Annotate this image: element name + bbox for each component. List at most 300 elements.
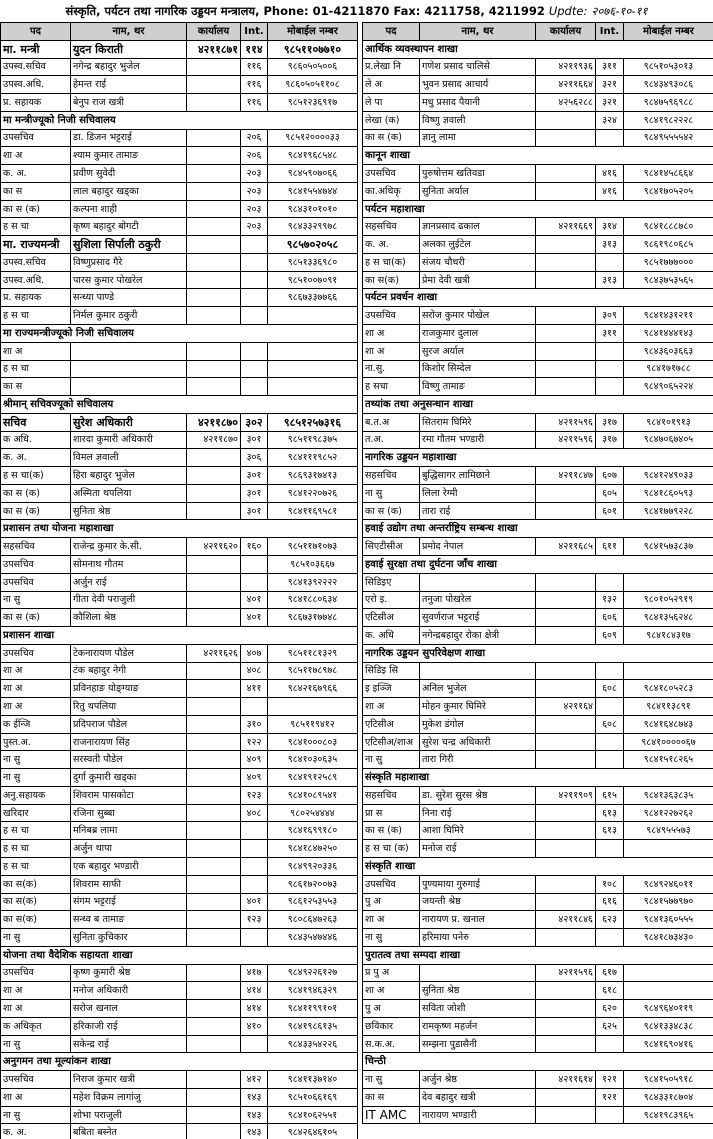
name-cell — [71, 342, 187, 360]
office-phone-cell — [187, 715, 241, 733]
extension-cell: २०३ — [241, 218, 268, 236]
post-cell: सहसचिव — [363, 218, 420, 236]
post-cell: शा अ — [363, 698, 420, 716]
office-phone-cell — [536, 982, 596, 1000]
name-cell: प्रवीण सुवेदी — [71, 165, 187, 183]
name-cell: सरोज कुमार पोखेल — [420, 307, 536, 325]
post-cell: एरो इ. — [363, 591, 420, 609]
update-label: Updte: — [548, 4, 588, 18]
section-title: योजना तथा वैदेशिक सहायता शाखा — [1, 946, 358, 964]
name-cell: गणेश प्रसाद चालिसे — [420, 58, 536, 76]
post-cell: का स(क) — [1, 875, 71, 893]
page-header — [0, 0, 713, 22]
directory-row — [1, 58, 358, 76]
mobile-cell: ९८४१३५६२४८ — [624, 609, 713, 627]
office-phone-cell — [187, 822, 241, 840]
name-cell: एक बहादुर भण्डारी — [71, 857, 187, 875]
extension-cell — [596, 1106, 624, 1124]
post-cell: प्रा स — [363, 804, 420, 822]
office-phone-cell — [187, 307, 241, 325]
name-cell: कृष्ण बहादुर बोगटी — [71, 218, 187, 236]
post-cell: उपसचिव — [363, 307, 420, 325]
section-title: प्रशासन शाखा — [1, 627, 358, 645]
extension-cell: ६०६ — [596, 609, 624, 627]
extension-cell — [596, 253, 624, 271]
extension-cell: १२३ — [241, 786, 268, 804]
post-cell: शा अ — [1, 982, 71, 1000]
extension-cell: १२३ — [241, 911, 268, 929]
mobile-cell: ९८४३७५३५६५ — [624, 271, 713, 289]
name-cell: ज्ञानप्रसाद ढकाल — [420, 218, 536, 236]
office-phone-cell: ४२११६४ — [536, 698, 596, 716]
mobile-cell: ९८४३६०३६६३ — [624, 342, 713, 360]
office-phone-cell — [187, 182, 241, 200]
section-title: पर्यटन प्रवर्धन शाखा — [363, 289, 713, 307]
directory-row — [363, 733, 713, 751]
section-title: हवाई उद्योग तथा अन्तर्राष्ट्रिय सम्बन्ध शाखा — [363, 520, 713, 538]
directory-row — [1, 76, 358, 94]
post-cell: ह स चा — [1, 822, 71, 840]
directory-row — [1, 502, 358, 520]
mobile-cell: ९८४१५१८२६५ — [624, 751, 713, 769]
directory-row — [1, 857, 358, 875]
extension-cell: ३०२ — [241, 413, 268, 431]
post-cell: ह सचा — [363, 378, 420, 396]
office-phone-cell — [187, 591, 241, 609]
mobile-cell — [268, 342, 358, 360]
mobile-cell: ९८४१९६८५४८ — [268, 147, 358, 165]
office-phone-cell — [536, 822, 596, 840]
col-name-header: नाम, थर — [71, 23, 187, 41]
office-phone-cell: ४२११५९६ — [536, 431, 596, 449]
mobile-cell: ९८४१८४३१७ — [624, 627, 713, 645]
name-cell — [420, 662, 536, 680]
name-cell: प्रेमा देवी खत्री — [420, 271, 536, 289]
post-cell: शा अ — [363, 342, 420, 360]
mobile-cell: ९८४१११९८५२ — [268, 449, 358, 467]
extension-cell: ११४ — [241, 40, 268, 58]
name-cell: सन्ध्व ब तामाङ — [71, 911, 187, 929]
office-phone-cell — [187, 94, 241, 112]
office-phone-cell — [187, 573, 241, 591]
office-phone-cell — [187, 253, 241, 271]
office-phone-cell — [536, 609, 596, 627]
mobile-cell — [624, 982, 713, 1000]
extension-cell: १६० — [241, 538, 268, 556]
office-phone-cell — [536, 342, 596, 360]
extension-cell — [596, 733, 624, 751]
post-cell: स.क.अ. — [363, 1035, 420, 1053]
name-cell: श्याम कुमार तामाङ — [71, 147, 187, 165]
mobile-cell: ९८६१७२००७३ — [268, 875, 358, 893]
extension-cell: ३१७ — [596, 413, 624, 431]
mobile-cell: ९८०८६४७२६३ — [268, 911, 358, 929]
post-cell: का स — [1, 378, 71, 396]
extension-cell: ४१० — [241, 1017, 268, 1035]
mobile-cell: ९८४१३९२२२२ — [268, 573, 358, 591]
post-cell: ह स चा — [1, 307, 71, 325]
office-phone-cell — [187, 1035, 241, 1053]
directory-row — [1, 484, 358, 502]
post-cell: ना सु — [1, 1106, 71, 1124]
mobile-cell: ९८५१७७७००० — [624, 253, 713, 271]
mobile-cell: ९८४१५७३८३७ — [624, 538, 713, 556]
section-title: प्रशासन तथा योजना महाशाखा — [1, 520, 358, 538]
mobile-cell: ९८४१०८९५४१ — [268, 786, 358, 804]
mobile-cell: ९८४१८८८७८० — [624, 218, 713, 236]
directory-row — [363, 964, 713, 982]
post-cell: का स — [1, 182, 71, 200]
office-phone-cell — [187, 1106, 241, 1124]
post-cell: क. अधि — [363, 627, 420, 645]
directory-row — [363, 271, 713, 289]
mobile-cell: ९८५१२३६९१७ — [268, 94, 358, 112]
name-cell: सुरज अर्याल — [420, 342, 536, 360]
section-header-row — [1, 111, 358, 129]
extension-cell: ६१७ — [596, 964, 624, 982]
post-cell: मा. राज्यमन्त्री — [1, 236, 71, 254]
mobile-cell: ९८४१९४६३२९ — [268, 982, 358, 1000]
mobile-cell: ९८५१०६६१६९ — [268, 1088, 358, 1106]
extension-cell: ४०९ — [241, 769, 268, 787]
directory-row — [1, 413, 358, 431]
mobile-cell: ९८४१०३०६३५ — [268, 751, 358, 769]
name-cell: अर्जुन श्रेष्ठ — [420, 1071, 536, 1089]
directory-row — [1, 715, 358, 733]
directory-row — [363, 467, 713, 485]
office-phone-cell — [187, 982, 241, 1000]
mobile-cell: ९८४११३७१४० — [268, 1071, 358, 1089]
office-phone-cell — [187, 609, 241, 627]
mobile-cell: ९८६१९८०६८५ — [624, 236, 713, 254]
office-phone-cell — [536, 253, 596, 271]
office-phone-cell: ४२११८४७ — [536, 467, 596, 485]
directory-row — [363, 307, 713, 325]
post-cell: शा अ — [1, 680, 71, 698]
post-cell: ना सु — [1, 1035, 71, 1053]
office-phone-cell — [187, 857, 241, 875]
extension-cell: १०८ — [596, 875, 624, 893]
extension-cell: ३२४ — [596, 111, 624, 129]
directory-row — [1, 875, 358, 893]
name-cell: सुनिता श्रेष्ठ — [71, 502, 187, 520]
mobile-cell: ९८५१२००००३३ — [268, 129, 358, 147]
office-phone-cell — [536, 751, 596, 769]
name-cell: सरोज खनाल — [71, 1000, 187, 1018]
name-cell: हिरा बहादुर भुजेल — [71, 467, 187, 485]
left-directory-table — [0, 22, 358, 1139]
post-cell: उपस्व.अधि. — [1, 271, 71, 289]
office-phone-cell — [187, 1124, 241, 1139]
name-cell: निर्मल कुमार ठकुरी — [71, 307, 187, 325]
mobile-cell: ९८४१७७९२२८ — [624, 502, 713, 520]
post-cell: का.अधिकृ — [363, 182, 420, 200]
directory-row — [363, 325, 713, 343]
directory-row — [1, 253, 358, 271]
section-header-row — [363, 1053, 713, 1071]
mobile-cell: ९८४१६९९१८० — [268, 822, 358, 840]
name-cell: सकेन्द्र राई — [71, 1035, 187, 1053]
post-cell: क ईन्जि — [1, 715, 71, 733]
extension-cell: २०३ — [241, 200, 268, 218]
post-cell: सिएटीसीअ — [363, 538, 420, 556]
office-phone-cell — [187, 502, 241, 520]
name-cell: नारायण भण्डारी — [420, 1106, 536, 1124]
name-cell: सविता जोशी — [420, 1000, 536, 1018]
extension-cell — [596, 129, 624, 147]
directory-row — [363, 804, 713, 822]
mobile-cell: ९८४९२४६०११ — [624, 875, 713, 893]
post-cell: लेखा (क) — [363, 111, 420, 129]
directory-row — [363, 342, 713, 360]
office-phone-cell: ४२११५९६ — [536, 413, 596, 431]
name-cell: अस्मिता थपलिया — [71, 484, 187, 502]
office-phone-cell — [536, 715, 596, 733]
phone-label: Phone: — [263, 4, 309, 18]
post-cell: का स (क) — [363, 502, 420, 520]
directory-row — [1, 698, 358, 716]
col-ext-header: Int. — [241, 23, 268, 41]
name-cell: प्रविनहाङ योङ्ग्याङ — [71, 680, 187, 698]
extension-cell — [596, 662, 624, 680]
extension-cell — [596, 1035, 624, 1053]
mobile-cell: ९८४१४३१२११ — [624, 307, 713, 325]
post-cell: शा अ — [1, 342, 71, 360]
post-cell: शा अ — [1, 147, 71, 165]
mobile-cell: ९८४१९८३९६५ — [624, 1106, 713, 1124]
mobile-cell: ९८४९५५५७३ — [624, 822, 713, 840]
mobile-cell: ९८४१५०५९१८ — [624, 1071, 713, 1089]
section-title: पुरातत्व तथा सम्पदा शाखा — [363, 946, 713, 964]
office-phone-cell — [187, 360, 241, 378]
extension-cell — [241, 698, 268, 716]
post-cell: शा अ — [1, 698, 71, 716]
extension-cell — [241, 875, 268, 893]
mobile-cell: ९८५११७८९७८ — [268, 662, 358, 680]
extension-cell: ६०८ — [596, 715, 624, 733]
col-ext-header: Int. — [596, 23, 624, 41]
directory-row — [1, 964, 358, 982]
mobile-cell: ९८४१९८२२२८ — [624, 111, 713, 129]
section-header-row — [363, 520, 713, 538]
section-header-row — [1, 520, 358, 538]
name-cell: ज्ञानु लामा — [420, 129, 536, 147]
extension-cell: ४०९ — [241, 751, 268, 769]
name-cell: हेमन्त राई — [71, 76, 187, 94]
directory-row — [363, 929, 713, 947]
extension-cell — [596, 378, 624, 396]
post-cell: एटिसीअ — [363, 609, 420, 627]
extension-cell: २०६ — [241, 129, 268, 147]
post-cell: उपस्व.सचिव — [1, 58, 71, 76]
post-cell: सचिव — [1, 413, 71, 431]
col-mobile-header: मोबाईल नम्बर — [268, 23, 358, 41]
post-cell: का स (क) — [363, 822, 420, 840]
col-mobile-header: मोबाईल नम्बर — [624, 23, 713, 41]
mobile-cell: ९८४७५९६९८८ — [624, 94, 713, 112]
extension-cell: ४१७ — [241, 964, 268, 982]
post-cell: छविकार — [363, 1017, 420, 1035]
name-cell: पारस कुमार पोखरेल — [71, 271, 187, 289]
office-phone-cell — [187, 804, 241, 822]
office-phone-cell — [187, 165, 241, 183]
name-cell: मनिबब्र लामा — [71, 822, 187, 840]
mobile-cell — [268, 698, 358, 716]
mobile-cell: ९८४१०१९१३ — [624, 413, 713, 431]
name-cell: सुरेश चन्द्र अधिकारी — [420, 733, 536, 751]
name-cell: रमा गौतम भण्डारी — [420, 431, 536, 449]
name-cell: अर्जुन थापा — [71, 840, 187, 858]
post-cell: खरिदार — [1, 804, 71, 822]
directory-row — [1, 982, 358, 1000]
post-cell: क. अ. — [363, 236, 420, 254]
name-cell: विमल ज्ञवाली — [71, 449, 187, 467]
directory-row — [363, 609, 713, 627]
mobile-cell: ९८४१८८०६३४ — [268, 591, 358, 609]
section-title: तथ्यांक तथा अनुसन्धान शाखा — [363, 396, 713, 414]
directory-row — [363, 875, 713, 893]
name-cell: पुण्यमाया गुरुगाई — [420, 875, 536, 893]
mobile-cell: ९८४७०६७४०५ — [624, 431, 713, 449]
extension-cell — [596, 342, 624, 360]
name-cell: सम्झना पुडासैनी — [420, 1035, 536, 1053]
name-cell: बबिता बस्नेत — [71, 1124, 187, 1139]
col-office-header: कार्यालय — [187, 23, 241, 41]
post-cell: शा अ — [1, 1000, 71, 1018]
post-cell: सहसचिव — [363, 467, 420, 485]
mobile-cell: ९८४३४९३०८६ — [624, 76, 713, 94]
directory-row — [363, 236, 713, 254]
directory-row — [1, 40, 358, 58]
office-phone-cell — [536, 591, 596, 609]
directory-row — [363, 1106, 713, 1124]
office-phone-cell: ४२११६६४ — [536, 76, 596, 94]
name-cell: अलका लुईटेल — [420, 236, 536, 254]
office-phone-cell — [536, 662, 596, 680]
name-cell: पुरुषोत्तम खतिवडा — [420, 165, 536, 183]
office-phone-cell — [187, 218, 241, 236]
name-cell: लाल बहादुर खड्का — [71, 182, 187, 200]
mobile-cell: ९८४३३२९९७८ — [268, 218, 358, 236]
extension-cell: ३११ — [596, 58, 624, 76]
extension-cell: ३२१ — [596, 76, 624, 94]
post-cell: प्र. सहायक — [1, 289, 71, 307]
extension-cell — [241, 289, 268, 307]
name-cell: विष्णुप्रसाद गैरे — [71, 253, 187, 271]
extension-cell: ३१४ — [596, 218, 624, 236]
post-cell: सिडिइए — [363, 573, 420, 591]
directory-row — [363, 573, 713, 591]
extension-cell: ६०१ — [596, 502, 624, 520]
name-cell: राजनारायण सिंह — [71, 733, 187, 751]
office-phone-cell — [187, 698, 241, 716]
office-phone-cell — [187, 76, 241, 94]
post-cell: प्र पु अ — [363, 964, 420, 982]
post-cell: का स (क) — [1, 502, 71, 520]
name-cell: सितराम घिमिरे — [420, 413, 536, 431]
office-phone-cell — [536, 502, 596, 520]
office-phone-cell — [187, 1071, 241, 1089]
fax-number: 4211758, 4211992 — [424, 4, 545, 18]
mobile-cell: ९८४३३५४२२६ — [268, 1035, 358, 1053]
office-phone-cell — [187, 378, 241, 396]
section-title: आर्थिक व्यवस्थापन शाखा — [363, 40, 713, 58]
extension-cell: १४३ — [241, 1124, 268, 1139]
directory-row — [1, 911, 358, 929]
post-cell: उपसचिव — [363, 165, 420, 183]
office-phone-cell — [187, 875, 241, 893]
name-cell: सुरेश अधिकारी — [71, 413, 187, 431]
mobile-cell: ९८४९२२६१२७ — [268, 964, 358, 982]
directory-row — [1, 360, 358, 378]
directory-row — [363, 538, 713, 556]
post-cell: ना सु — [363, 1071, 420, 1089]
mobile-cell: ९८०१०५२९१९ — [624, 591, 713, 609]
mobile-cell: ९८४२६४६१०५ — [268, 1124, 358, 1139]
extension-cell: ४११ — [241, 680, 268, 698]
extension-cell: १३२ — [596, 591, 624, 609]
office-phone-cell — [187, 289, 241, 307]
post-cell: ह स चा — [1, 840, 71, 858]
name-cell: सन्ध्या पाण्डे — [71, 289, 187, 307]
post-cell: शा अ — [363, 325, 420, 343]
section-header-row — [363, 449, 713, 467]
name-cell: सुनिता कुचिकार — [71, 929, 187, 947]
directory-row — [1, 94, 358, 112]
mobile-cell: ९८५११०७७१० — [268, 40, 358, 58]
extension-cell — [596, 751, 624, 769]
post-cell: का स (क) — [1, 200, 71, 218]
mobile-cell: ९८४१३६३८३५ — [624, 786, 713, 804]
post-cell: का स(क) — [1, 893, 71, 911]
name-cell: संगम भट्टराई — [71, 893, 187, 911]
post-cell: पुस्त.अ. — [1, 733, 71, 751]
section-title: अनुगमन तथा मूल्यांकन शाखा — [1, 1053, 358, 1071]
section-header-row — [1, 1053, 358, 1071]
mobile-cell: ९८४९६४०११९ — [624, 1000, 713, 1018]
directory-row — [363, 94, 713, 112]
name-cell: गीता देवी पराजुली — [71, 591, 187, 609]
post-cell: मा. मन्त्री — [1, 40, 71, 58]
directory-row — [1, 449, 358, 467]
mobile-cell: ९८४११९९१०१ — [268, 1000, 358, 1018]
directory-row — [1, 680, 358, 698]
directory-row — [1, 804, 358, 822]
extension-cell — [241, 378, 268, 396]
mobile-cell: ९८४१०००००६७ — [624, 733, 713, 751]
mobile-cell: ९८४१८०५२८३ — [624, 680, 713, 698]
name-cell: जयन्ती श्रेष्ठ — [420, 893, 536, 911]
directory-row — [1, 644, 358, 662]
mobile-cell: ९८४१०६२५५१ — [268, 1106, 358, 1124]
directory-row — [1, 236, 358, 254]
extension-cell: ११६ — [241, 76, 268, 94]
extension-cell — [241, 271, 268, 289]
extension-cell: ३१७ — [596, 431, 624, 449]
name-cell: निराज कुमार खत्री — [71, 1071, 187, 1089]
directory-row — [1, 129, 358, 147]
directory-row — [363, 911, 713, 929]
directory-row — [363, 751, 713, 769]
mobile-cell: ९८५१२५७३१६ — [268, 413, 358, 431]
office-phone-cell — [536, 378, 596, 396]
office-phone-cell — [187, 1000, 241, 1018]
directory-row — [1, 1088, 358, 1106]
mobile-cell: ९८५७०२०५८ — [268, 236, 358, 254]
extension-cell: ६१५ — [596, 786, 624, 804]
extension-cell: ३०१ — [241, 484, 268, 502]
extension-cell: ४०१ — [241, 893, 268, 911]
